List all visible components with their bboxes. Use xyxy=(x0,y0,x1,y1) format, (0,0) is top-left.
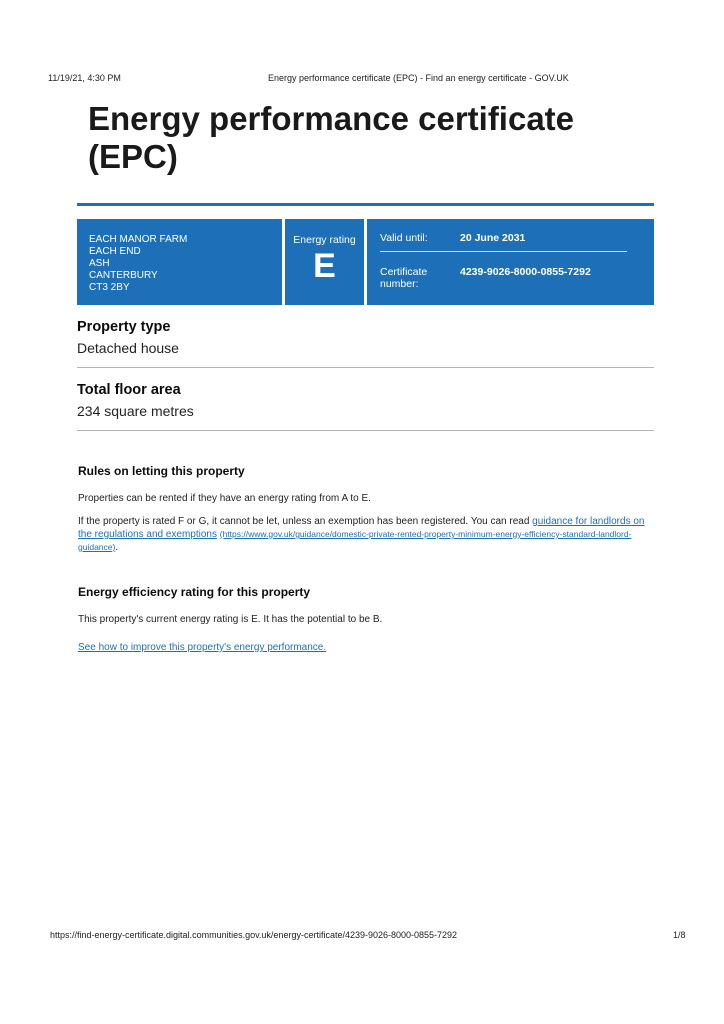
print-datetime: 11/19/21, 4:30 PM xyxy=(48,73,121,83)
improve-performance-link[interactable]: See how to improve this property's energy performance. xyxy=(78,642,327,653)
letting-exemption-text xyxy=(78,515,656,554)
letting-rules-heading: Rules on letting this property xyxy=(78,464,245,478)
section-divider xyxy=(77,430,654,431)
energy-rating-value: E xyxy=(313,247,336,285)
efficiency-rating-heading: Energy efficiency rating for this property xyxy=(78,585,311,599)
floor-area-heading: Total floor area xyxy=(77,382,181,398)
valid-until-value: 20 June 2031 xyxy=(460,232,526,244)
efficiency-rating-text: This property's current energy rating is E. It has the potential to be B. xyxy=(78,614,383,625)
landlord-guidance-link[interactable]: guidance for landlords on the regulations and exemptions xyxy=(78,516,645,540)
certificate-number-value: 4239-9026-8000-0855-7292 xyxy=(460,266,591,278)
print-url: https://find-energy-certificate.digital.communities.gov.uk/energy-certificate/4239-9026-8000-0855-7292 xyxy=(50,930,458,940)
address-line: EACH END xyxy=(89,246,141,257)
energy-rating-box xyxy=(285,219,364,305)
valid-until-label: Valid until: xyxy=(380,232,428,244)
address-line: ASH xyxy=(89,258,110,269)
address-line: EACH MANOR FARM xyxy=(89,234,188,245)
landlord-guidance-url[interactable]: (https://www.gov.uk/guidance/domestic-private-rented-property-minimum-energy-efficiency-standard-landlord-guidance) xyxy=(78,529,632,552)
property-type-value: Detached house xyxy=(77,340,179,356)
certificate-number-label: Certificate number: xyxy=(380,266,428,290)
exemption-text-end: . xyxy=(115,542,119,553)
property-address xyxy=(77,219,282,305)
address-line: CT3 2BY xyxy=(89,282,130,293)
exemption-text: If the property is rated F or G, it cannot be let, unless an exemption has been registered. You can read xyxy=(78,516,533,527)
print-page-title: Energy performance certificate (EPC) - Find an energy certificate - GOV.UK xyxy=(268,73,569,83)
energy-rating-label: Energy rating xyxy=(293,234,356,246)
certificate-details xyxy=(367,219,654,305)
page-title: Energy performance certificate (EPC) xyxy=(88,100,575,175)
section-divider xyxy=(77,367,654,368)
print-page-number: 1/8 xyxy=(673,930,686,940)
floor-area-value: 234 square metres xyxy=(77,403,194,419)
letting-rules-text: Properties can be rented if they have an energy rating from A to E. xyxy=(78,493,371,504)
property-type-heading: Property type xyxy=(77,319,171,335)
epc-summary-panel xyxy=(77,219,654,305)
address-line: CANTERBURY xyxy=(89,270,158,281)
title-divider xyxy=(77,203,654,206)
